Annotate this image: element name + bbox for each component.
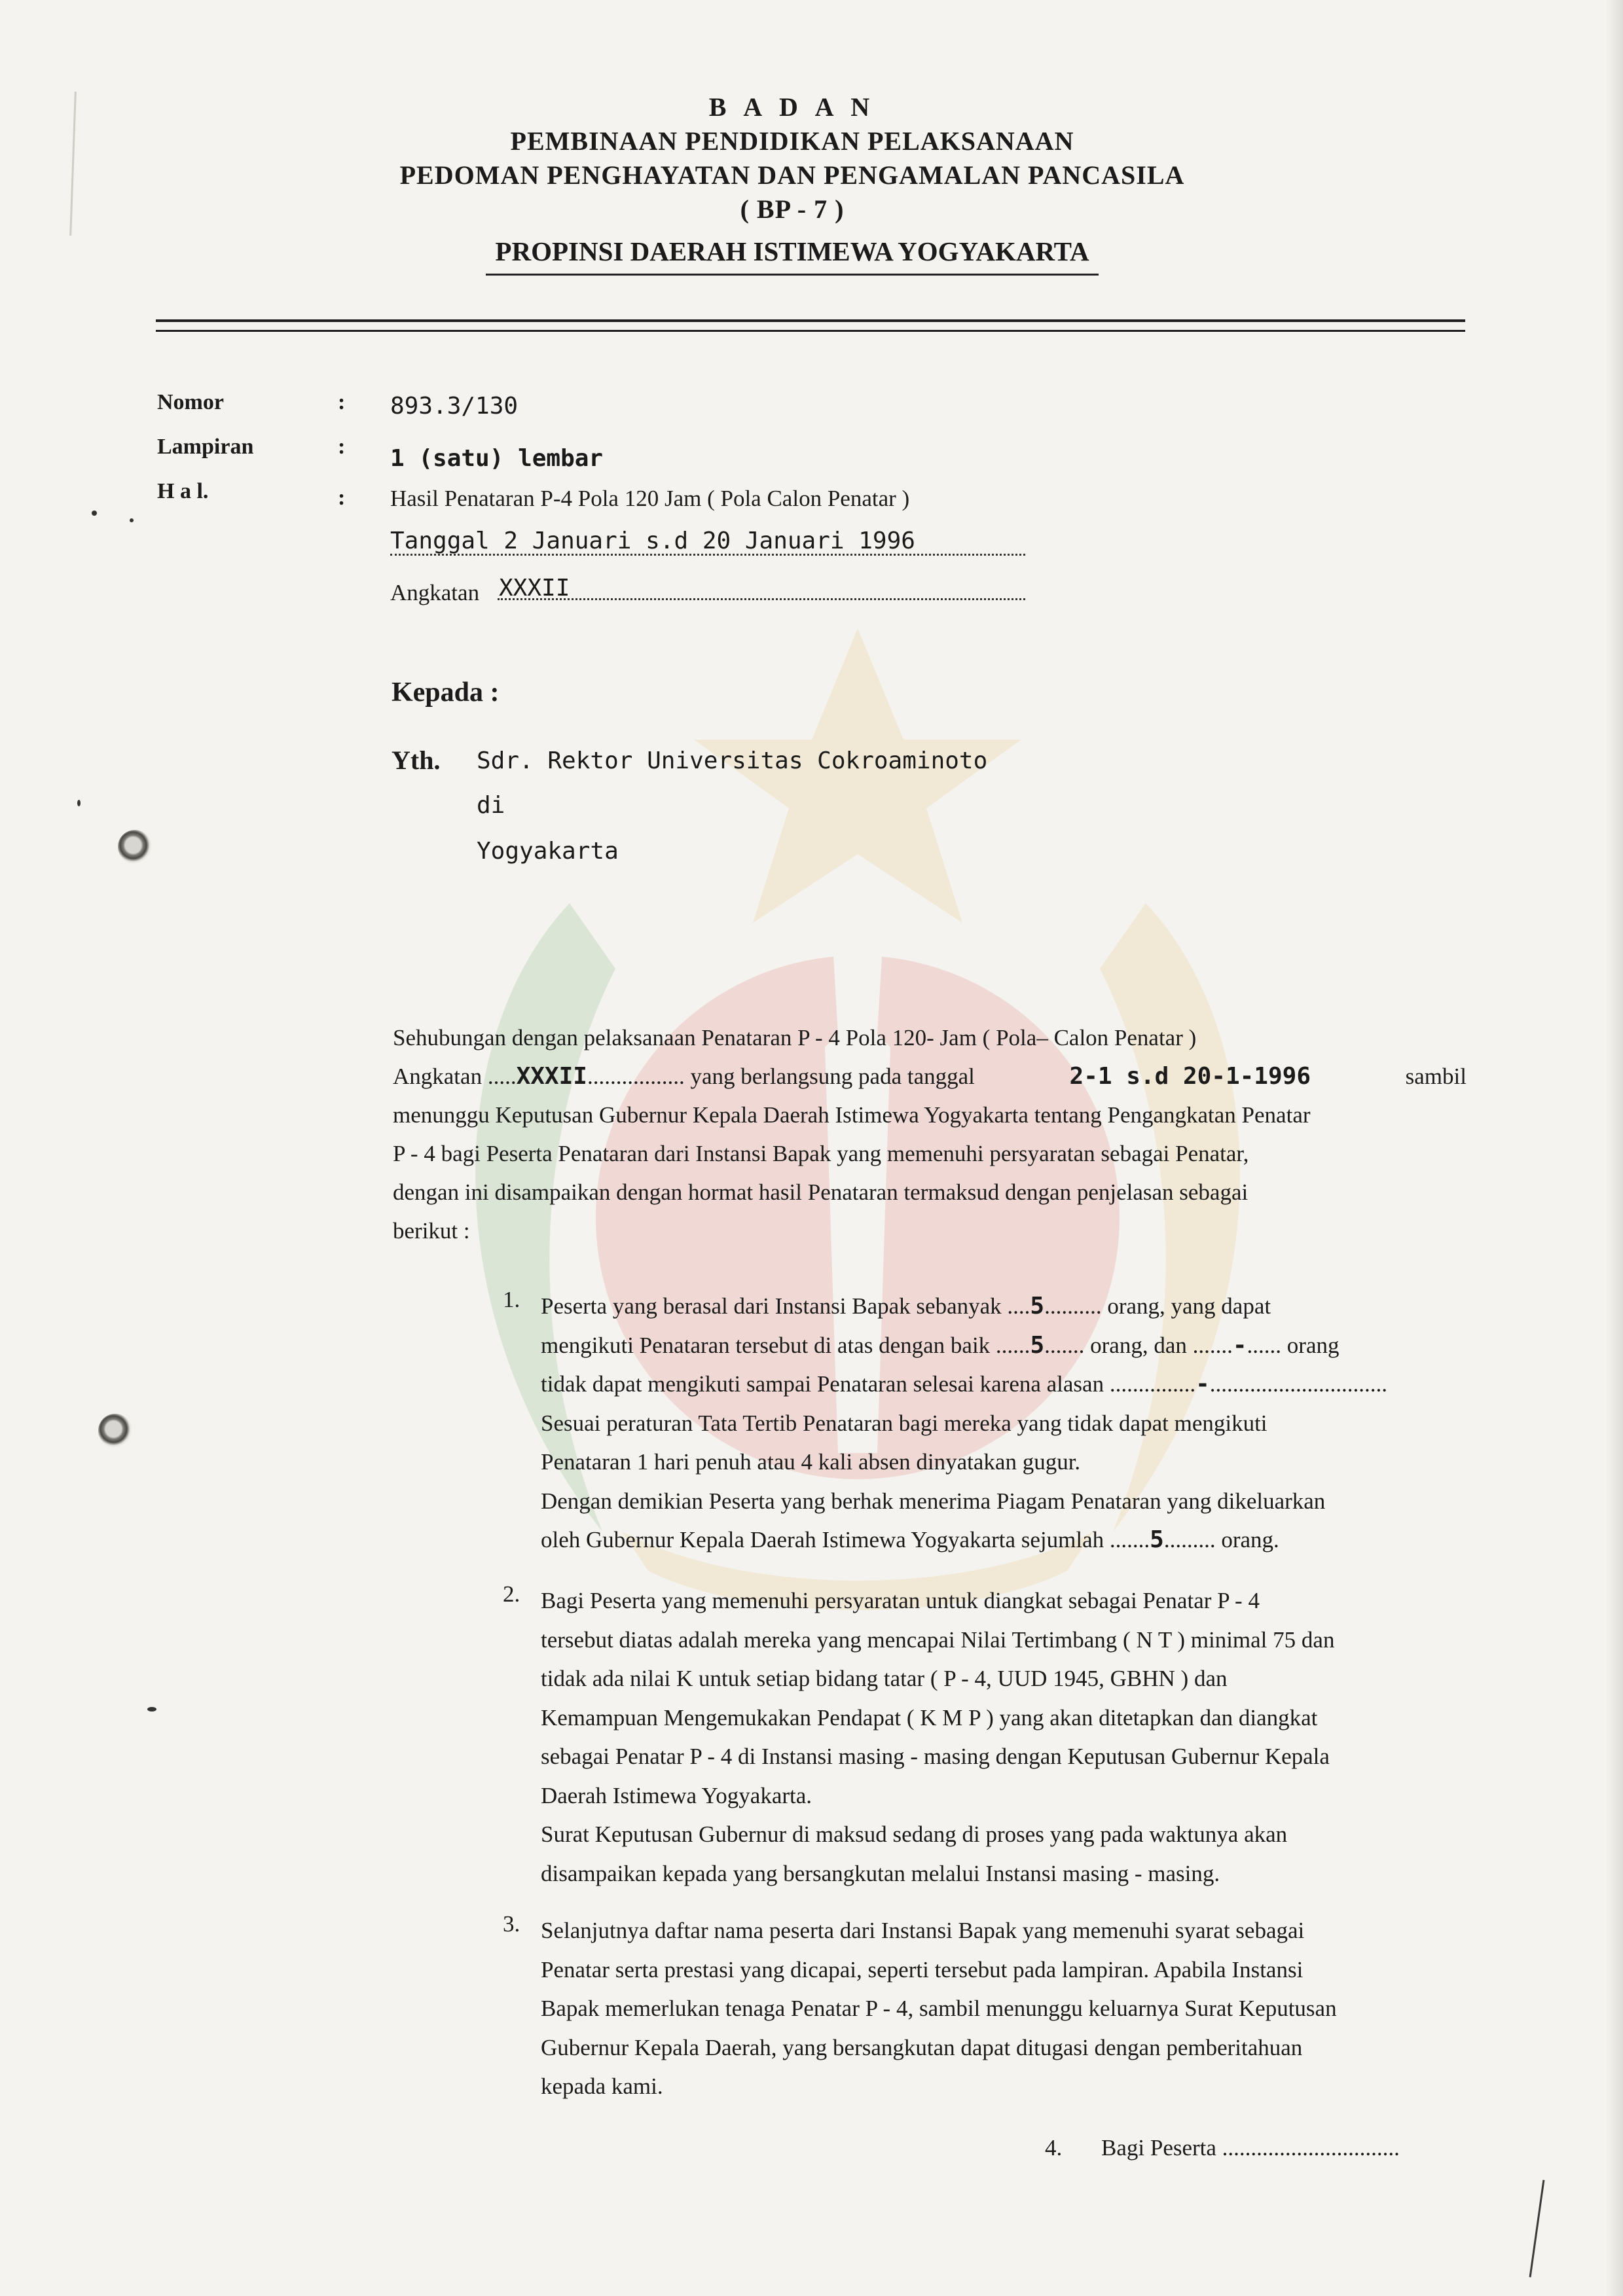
dotted-line — [390, 554, 1025, 556]
punch-hole — [118, 830, 152, 864]
intro-line: P - 4 bagi Peserta Penataran dari Instansi Bapak yang memenuhi persyaratan sebagai Penatar, — [393, 1141, 1249, 1166]
recipient-di: di — [477, 792, 505, 819]
item-line: Selanjutnya daftar nama peserta dari Instansi Bapak yang memenuhi syarat sebagai — [541, 1918, 1305, 1943]
item-line: sebagai Penatar P - 4 di Instansi masing - masing dengan Keputusan Gubernur Kepala — [541, 1744, 1330, 1769]
tanggal-value: Tanggal 2 Januari s.d 20 Januari 1996 — [390, 528, 915, 554]
text-segment: ............................... — [1209, 1371, 1388, 1397]
item-line — [541, 1326, 1468, 1365]
item-line: Daerah Istimewa Yogyakarta. — [541, 1782, 812, 1808]
continuation-text: Bagi Peserta ............................... — [1101, 2135, 1400, 2161]
intro-line: dengan ini disampaikan dengan hormat hasil Penataran termaksud dengan penjelasan sebagai — [393, 1179, 1249, 1205]
letterhead-line: PEDOMAN PENGHAYATAN DAN PENGAMALAN PANCASILA — [399, 160, 1185, 190]
item-line: disampaikan kepada yang bersangkutan melalui Instansi masing - masing. — [541, 1860, 1220, 1886]
item-line: kepada kami. — [541, 2073, 663, 2099]
pen-mark — [1529, 2180, 1545, 2278]
kepada-heading: Kepada : — [392, 677, 500, 708]
item-line — [541, 1520, 1468, 1560]
letterhead-abbrev: ( BP - 7 ) — [740, 194, 845, 224]
item-line: tersebut diatas adalah mereka yang mencapai Nilai Tertimbang ( N T ) minimal 75 dan — [541, 1626, 1335, 1653]
item-3 — [541, 1911, 1468, 2106]
recipient-name: Sdr. Rektor Universitas Cokroaminoto — [477, 747, 988, 774]
letterhead-province: PROPINSI DAERAH ISTIMEWA YOGYAKARTA — [486, 236, 1098, 276]
item-2 — [541, 1581, 1468, 1893]
recipient-city: Yogyakarta — [477, 838, 619, 865]
text-segment: Angkatan ..... — [393, 1064, 517, 1089]
letterhead-agency: B A D A N — [708, 92, 876, 122]
filled-value: 5 — [1030, 1293, 1045, 1319]
text-segment: ...... orang — [1247, 1332, 1340, 1358]
item-line: Dengan demikian Peserta yang berhak menerima Piagam Penataran yang dikeluarkan — [541, 1488, 1326, 1514]
text-segment: tidak dapat mengikuti sampai Penataran selesai karena alasan ............... — [541, 1371, 1196, 1397]
intro-line: Sehubungan dengan pelaksanaan Penataran P - 4 Pola 120- Jam ( Pola– Calon Penatar ) — [393, 1025, 1197, 1050]
filled-value: XXXII — [516, 1063, 587, 1090]
item-line: Surat Keputusan Gubernur di maksud sedang di proses yang pada waktunya akan — [541, 1821, 1288, 1847]
filled-value: - — [1195, 1371, 1210, 1397]
ink-speck — [147, 1707, 156, 1712]
page-edge — [1606, 0, 1623, 2296]
filled-value: 5 — [1030, 1331, 1045, 1359]
continuation-number: 4. — [1045, 2135, 1063, 2161]
text-segment: ................. yang berlangsung pada tanggal — [587, 1064, 975, 1089]
intro-line — [393, 1057, 1467, 1096]
item-line: Bapak memerlukan tenaga Penatar P - 4, sambil menunggu keluarnya Surat Keputusan — [541, 1996, 1337, 2021]
hal-label: H a l. — [157, 479, 209, 503]
dotted-line — [498, 598, 1025, 600]
text-segment: ....... orang, dan ....... — [1044, 1332, 1233, 1358]
filled-value: 5 — [1150, 1526, 1164, 1553]
intro-paragraph — [393, 1018, 1467, 1250]
paper-crease — [69, 92, 77, 236]
item-line: Penatar serta prestasi yang dicapai, seperti tersebut pada lampiran. Apabila Instansi — [541, 1956, 1304, 1982]
lampiran-value: 1 (satu) lembar — [390, 445, 604, 472]
colon: : — [338, 486, 346, 510]
item-line — [541, 1365, 1468, 1404]
angkatan-value: XXXII — [499, 575, 570, 601]
item-line — [541, 1287, 1468, 1326]
item-line: Sesuai peraturan Tata Tertib Penataran bagi mereka yang tidak dapat mengikuti — [541, 1410, 1267, 1436]
angkatan-label: Angkatan — [390, 580, 480, 605]
text-segment: .......... orang, yang dapat — [1044, 1293, 1271, 1319]
text-segment: ......... orang. — [1163, 1527, 1279, 1552]
filled-date: 2-1 s.d 20-1-1996 — [1069, 1063, 1311, 1090]
intro-line: berikut : — [393, 1218, 470, 1244]
text-segment: sambil — [1405, 1064, 1467, 1089]
lampiran-label: Lampiran — [157, 435, 254, 459]
item-line: Penataran 1 hari penuh atau 4 kali absen dinyatakan gugur. — [541, 1449, 1081, 1475]
header-rule — [156, 319, 1465, 322]
letterhead — [301, 90, 1283, 276]
colon: : — [338, 390, 346, 414]
nomor-label: Nomor — [157, 390, 224, 414]
item-line: Bagi Peserta yang memenuhi persyaratan untuk diangkat sebagai Penatar P - 4 — [541, 1588, 1260, 1613]
item-line: Kemampuan Mengemukakan Pendapat ( K M P ) yang akan ditetapkan dan diangkat — [541, 1704, 1318, 1731]
letterhead-line: PEMBINAAN PENDIDIKAN PELAKSANAAN — [510, 126, 1074, 156]
item-number: 2. — [503, 1581, 520, 1607]
item-1 — [541, 1287, 1468, 1560]
item-number: 1. — [503, 1287, 520, 1312]
text-segment: Peserta yang berasal dari Instansi Bapak sebanyak .... — [541, 1293, 1030, 1319]
ink-speck — [130, 518, 134, 522]
intro-line: menunggu Keputusan Gubernur Kepala Daerah Istimewa Yogyakarta tentang Pengangkatan Penatar — [393, 1102, 1311, 1128]
yth-label: Yth. — [392, 745, 441, 775]
text-segment: oleh Gubernur Kepala Daerah Istimewa Yogyakarta sejumlah ....... — [541, 1527, 1150, 1552]
hal-value: Hasil Penataran P-4 Pola 120 Jam ( Pola Calon Penatar ) — [390, 486, 910, 511]
punch-hole — [98, 1414, 132, 1448]
filled-value: - — [1232, 1331, 1247, 1359]
text-segment: mengikuti Penataran tersebut di atas dengan baik ...... — [541, 1332, 1030, 1358]
colon: : — [338, 435, 346, 459]
nomor-value: 893.3/130 — [390, 393, 519, 420]
item-line: tidak ada nilai K untuk setiap bidang tatar ( P - 4, UUD 1945, GBHN ) dan — [541, 1666, 1228, 1691]
ink-speck — [77, 800, 81, 806]
header-rule — [156, 330, 1465, 332]
item-number: 3. — [503, 1911, 520, 1937]
ink-speck — [92, 511, 97, 516]
item-line: Gubernur Kepala Daerah, yang bersangkutan dapat ditugasi dengan pemberitahuan — [541, 2034, 1303, 2060]
watermark-star-icon — [694, 628, 1021, 923]
